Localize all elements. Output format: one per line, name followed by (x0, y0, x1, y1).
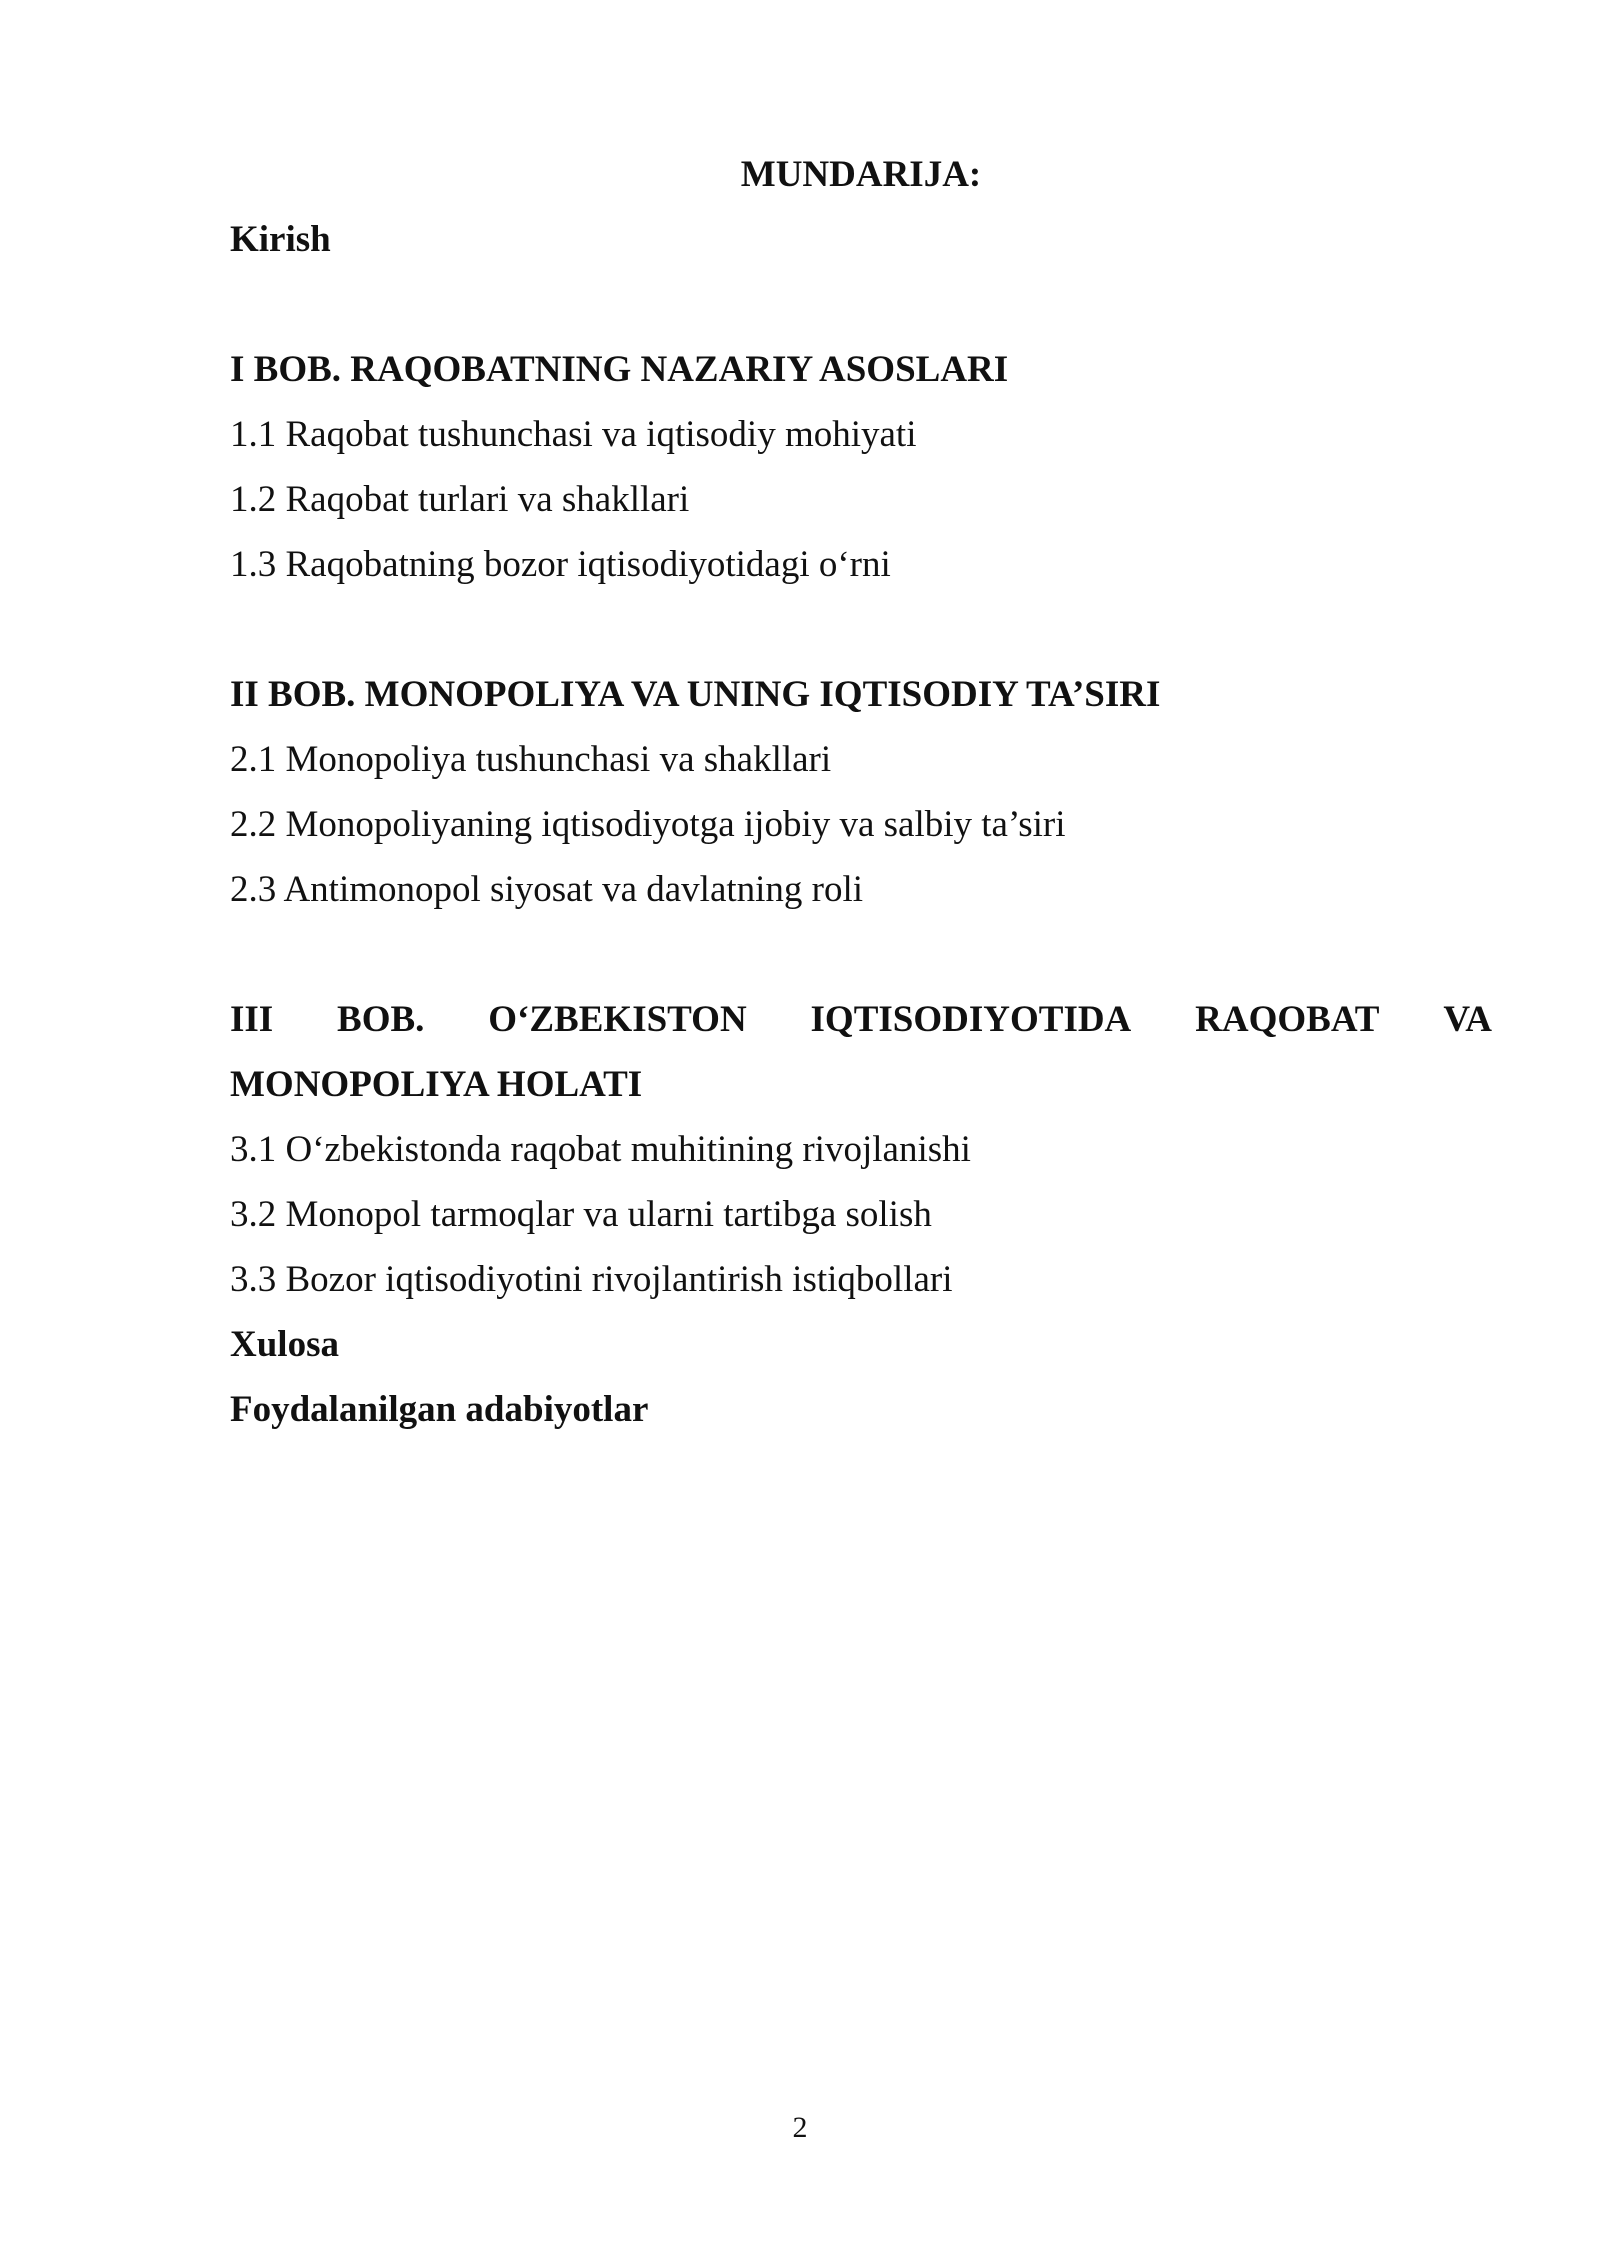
toc-title: MUNDARIJA: (740, 154, 982, 195)
toc-item-3-3: 3.3 Bozor iqtisodiyotini rivojlantirish istiqbollari (230, 1259, 953, 1300)
toc-conclusion: Xulosa (230, 1324, 339, 1365)
toc-item-1-3: 1.3 Raqobatning bozor iqtisodiyotidagi o‘rni (230, 544, 891, 585)
toc-references: Foydalanilgan adabiyotlar (230, 1389, 649, 1430)
toc-item-3-2: 3.2 Monopol tarmoqlar va ularni tartibga solish (230, 1194, 932, 1235)
chapter-1-heading: I BOB. RAQOBATNING NAZARIY ASOSLARI (230, 349, 1009, 390)
toc-item-1-1: 1.1 Raqobat tushunchasi va iqtisodiy mohiyati (230, 414, 917, 455)
chapter-3-heading-word: VA (1443, 999, 1492, 1040)
toc-item-3-1: 3.1 O‘zbekistonda raqobat muhitining rivojlanishi (230, 1129, 971, 1170)
toc-item-2-3: 2.3 Antimonopol siyosat va davlatning roli (230, 869, 864, 910)
toc-item-2-2: 2.2 Monopoliyaning iqtisodiyotga ijobiy va salbiy ta’siri (230, 804, 1066, 845)
toc-item-2-1: 2.1 Monopoliya tushunchasi va shakllari (230, 739, 832, 780)
chapter-3-heading-word: IQTISODIYOTIDA (810, 999, 1132, 1040)
chapter-3-heading-word: III (230, 999, 274, 1040)
chapter-3-heading-word: O‘ZBEKISTON (488, 999, 747, 1040)
chapter-3-heading-line-2: MONOPOLIYA HOLATI (230, 1064, 643, 1105)
page-number: 2 (792, 2111, 808, 2144)
chapter-3-heading (230, 996, 1492, 1044)
chapter-3-heading-word: BOB. (337, 999, 425, 1040)
toc-intro: Kirish (230, 219, 331, 260)
chapter-2-heading: II BOB. MONOPOLIYA VA UNING IQTISODIY TA’SIRI (230, 674, 1161, 715)
toc-item-1-2: 1.2 Raqobat turlari va shakllari (230, 479, 690, 520)
chapter-3-heading-word: RAQOBAT (1195, 999, 1380, 1040)
